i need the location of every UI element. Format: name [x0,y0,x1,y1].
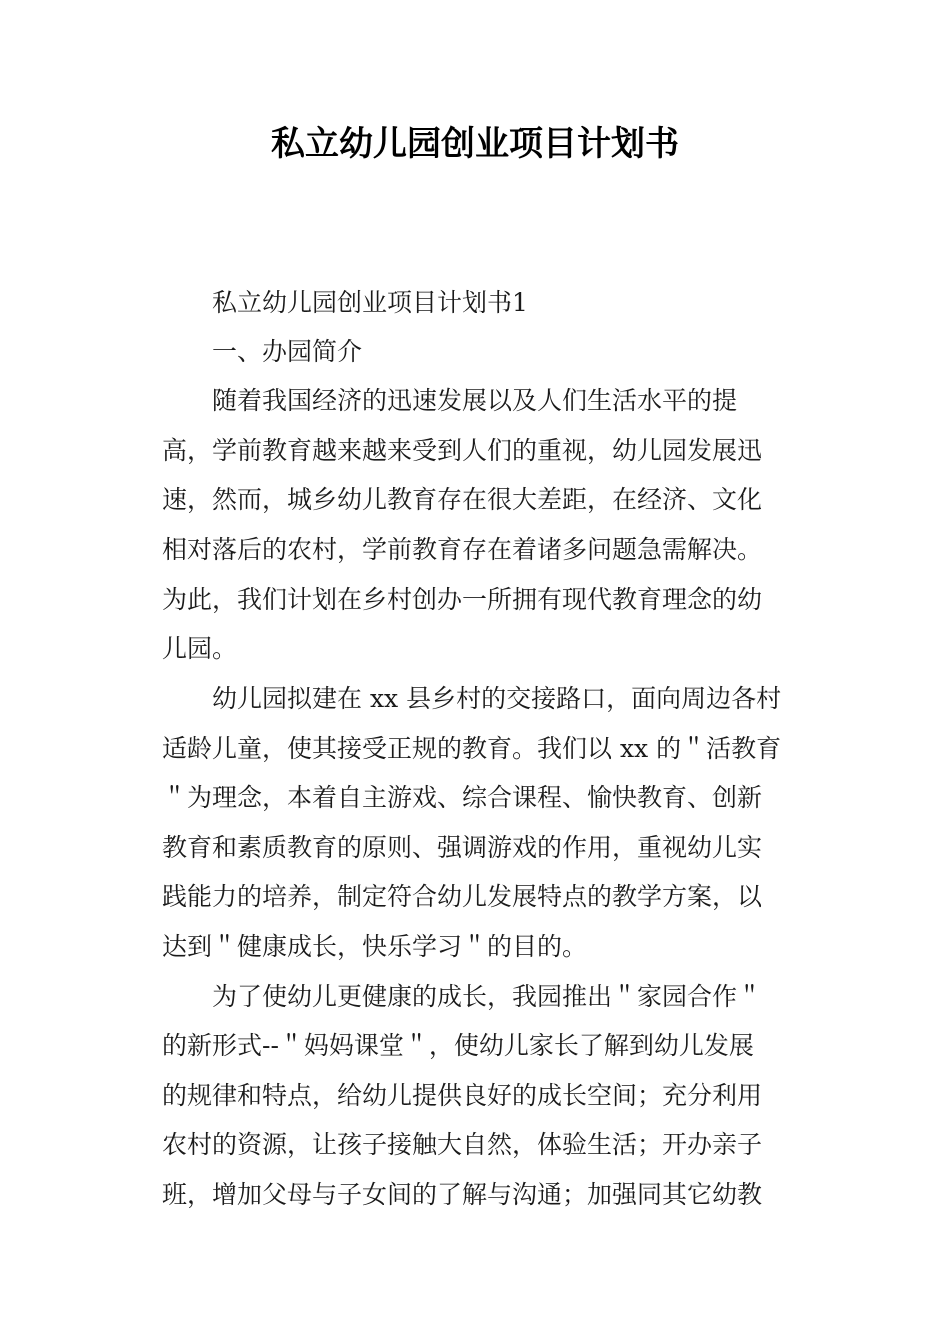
paragraph-3-line-1: 为了使幼儿更健康的成长，我园推出＂家园合作＂ [212,982,763,1011]
paragraph-2-line-2: 适龄儿童，使其接受正规的教育。我们以 xx 的＂活教育 [162,734,782,763]
paragraph-1-line-4: 相对落后的农村，学前教育存在着诸多问题急需解决。 [162,535,763,564]
paragraph-1-line-2: 高，学前教育越来越来受到人们的重视，幼儿园发展迅 [162,436,763,465]
paragraph-1-line-3: 速，然而，城乡幼儿教育存在很大差距，在经济、文化 [162,485,763,514]
paragraph-3-line-3: 的规律和特点，给幼儿提供良好的成长空间；充分利用 [162,1081,763,1110]
paragraph-2-line-4: 教育和素质教育的原则、强调游戏的作用，重视幼儿实 [162,833,763,862]
document-title: 私立幼儿园创业项目计划书 [271,124,679,164]
paragraph-3-line-4: 农村的资源，让孩子接触大自然，体验生活；开办亲子 [162,1130,763,1159]
paragraph-1-line-1: 随着我国经济的迅速发展以及人们生活水平的提 [212,386,738,415]
section-heading: 一、办园简介 [212,337,363,366]
document-subtitle: 私立幼儿园创业项目计划书1 [212,288,528,317]
paragraph-1-line-5: 为此，我们计划在乡村创办一所拥有现代教育理念的幼 [162,585,763,614]
paragraph-3-line-5: 班，增加父母与子女间的了解与沟通；加强同其它幼教 [162,1180,763,1209]
paragraph-2-line-6: 达到＂健康成长，快乐学习＂的目的。 [162,932,588,961]
paragraph-2-line-1: 幼儿园拟建在 xx 县乡村的交接路口，面向周边各村 [212,684,782,713]
paragraph-2-line-5: 践能力的培养，制定符合幼儿发展特点的教学方案，以 [162,882,763,911]
paragraph-2-line-3: ＂为理念，本着自主游戏、综合课程、愉快教育、创新 [162,783,763,812]
paragraph-1-line-6: 儿园。 [162,634,238,663]
paragraph-3-line-2: 的新形式--＂妈妈课堂＂，使幼儿家长了解到幼儿发展 [162,1031,754,1060]
